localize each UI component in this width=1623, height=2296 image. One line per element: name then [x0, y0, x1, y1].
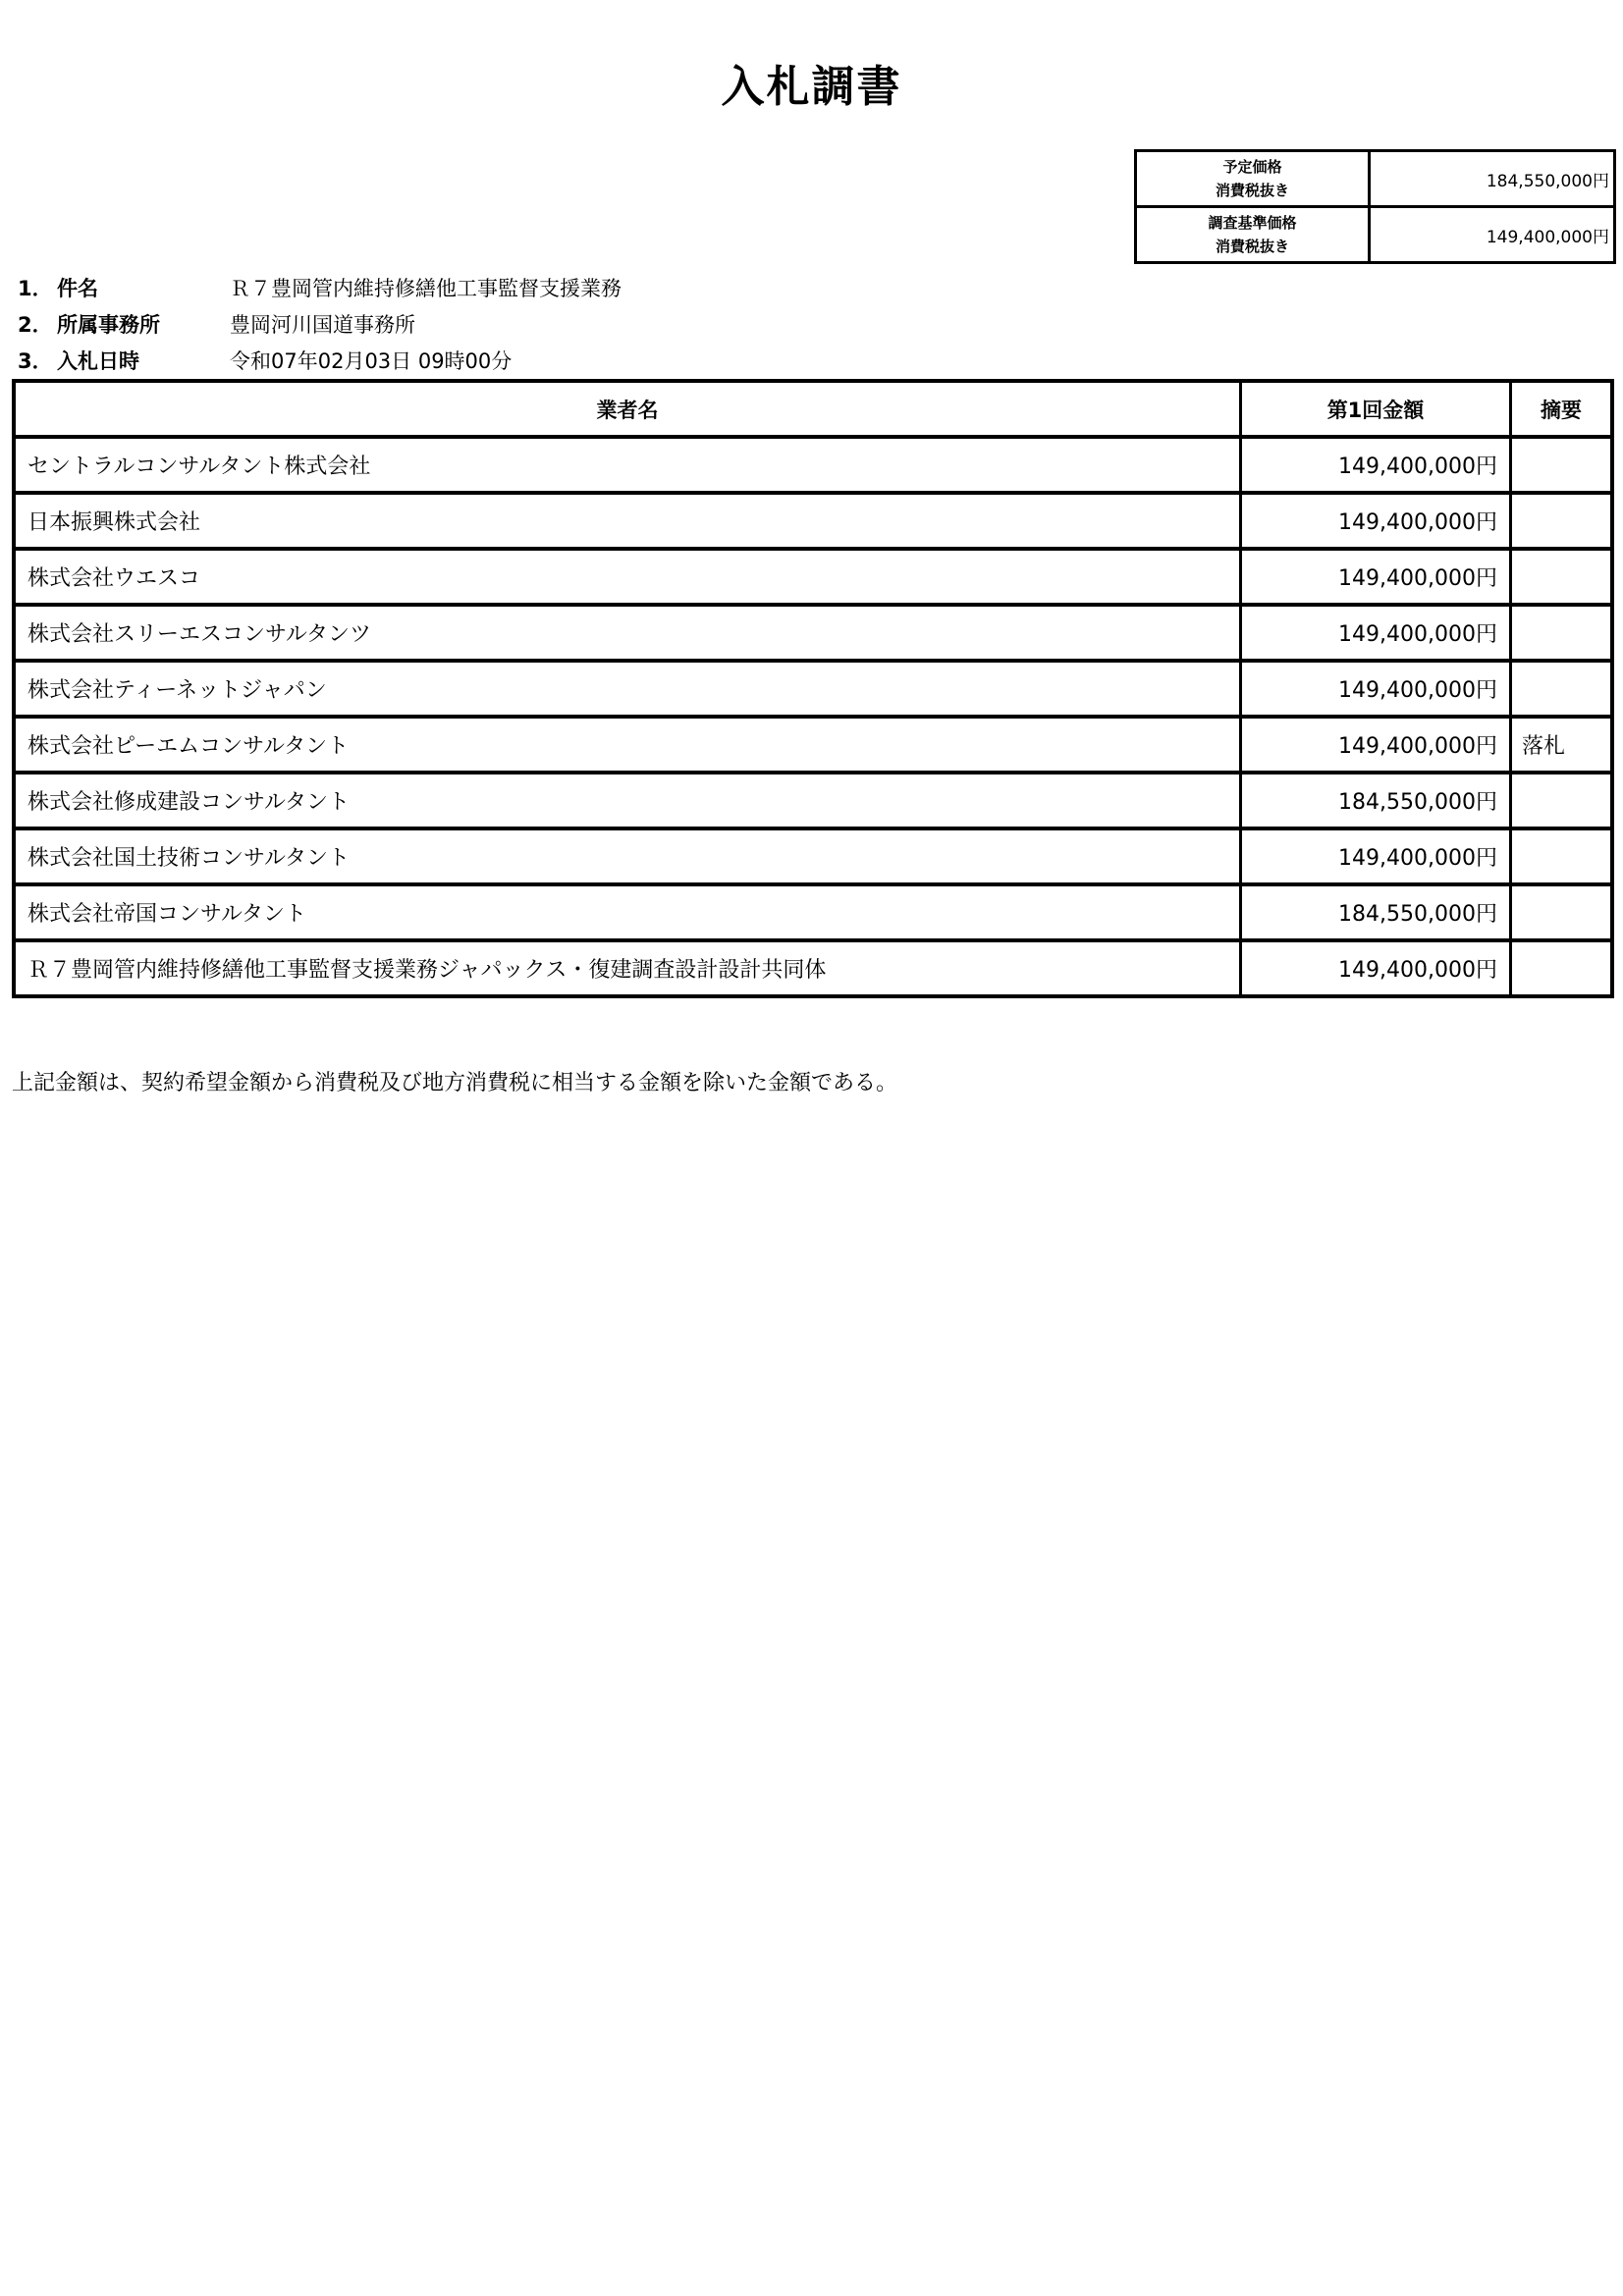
meta-value-office: 豊岡河川国道事務所 — [230, 312, 415, 337]
meta-row-subject — [18, 269, 622, 305]
table-row — [14, 493, 1612, 549]
meta-row-datetime — [18, 342, 622, 378]
meta-value-subject: Ｒ７豊岡管内維持修繕他工事監督支援業務 — [230, 276, 622, 300]
survey-base-price-label-line1: 調査基準価格 — [1208, 214, 1297, 232]
table-row — [14, 828, 1612, 884]
survey-base-price-value: 149,400,000円 — [1370, 207, 1615, 263]
table-row — [14, 437, 1612, 493]
bidder-name: 株式会社国土技術コンサルタント — [14, 828, 1241, 884]
bid-amount: 149,400,000円 — [1241, 437, 1511, 493]
winning-bid-remark: 落札 — [1511, 717, 1613, 773]
bid-remark — [1511, 437, 1613, 493]
meta-number: 2． — [18, 312, 53, 337]
bid-amount: 149,400,000円 — [1241, 549, 1511, 605]
bid-amount: 149,400,000円 — [1241, 717, 1511, 773]
footnote: 上記金額は、契約希望金額から消費税及び地方消費税に相当する金額を除いた金額である。 — [12, 1071, 898, 1095]
price-summary-table — [1134, 149, 1616, 264]
bid-amount: 149,400,000円 — [1241, 493, 1511, 549]
bidder-name: 株式会社ピーエムコンサルタント — [14, 717, 1241, 773]
meta-number: 3． — [18, 348, 53, 373]
table-header-row — [14, 381, 1612, 437]
bid-amount: 184,550,000円 — [1241, 884, 1511, 940]
meta-number: 1． — [18, 276, 53, 300]
bid-amount: 149,400,000円 — [1241, 605, 1511, 661]
survey-base-price-label-line2: 消費税抜き — [1215, 238, 1289, 255]
bidder-name: Ｒ７豊岡管内維持修繕他工事監督支援業務ジャパックス・復建調査設計設計共同体 — [14, 940, 1241, 996]
bid-remark — [1511, 773, 1613, 828]
meta-value-datetime: 令和07年02月03日 09時00分 — [230, 348, 513, 373]
planned-price-label-line1: 予定価格 — [1222, 158, 1282, 176]
bid-info-section — [18, 269, 622, 378]
document-title: 入札調書 — [721, 62, 902, 112]
bid-remark — [1511, 828, 1613, 884]
table-row — [14, 773, 1612, 828]
bid-remark — [1511, 884, 1613, 940]
bid-remark — [1511, 940, 1613, 996]
planned-price-label — [1136, 151, 1370, 207]
survey-base-price-label — [1136, 207, 1370, 263]
table-row — [14, 661, 1612, 717]
planned-price-label-line2: 消費税抜き — [1215, 182, 1289, 199]
planned-price-value: 184,550,000円 — [1370, 151, 1615, 207]
planned-price-row — [1136, 151, 1615, 207]
meta-key-datetime: 入札日時 — [57, 348, 139, 373]
header-bidder-name: 業者名 — [14, 381, 1241, 437]
header-first-round-amount: 第1回金額 — [1241, 381, 1511, 437]
table-row — [14, 717, 1612, 773]
bidder-name: セントラルコンサルタント株式会社 — [14, 437, 1241, 493]
bid-amount: 149,400,000円 — [1241, 828, 1511, 884]
header-remarks: 摘要 — [1511, 381, 1613, 437]
bidder-name: 株式会社修成建設コンサルタント — [14, 773, 1241, 828]
bid-amount: 149,400,000円 — [1241, 661, 1511, 717]
survey-base-price-row — [1136, 207, 1615, 263]
meta-row-office — [18, 305, 622, 342]
bid-remark — [1511, 493, 1613, 549]
table-row — [14, 605, 1612, 661]
meta-key-subject: 件名 — [57, 276, 98, 300]
table-row — [14, 940, 1612, 996]
bidder-name: 株式会社帝国コンサルタント — [14, 884, 1241, 940]
bid-remark — [1511, 549, 1613, 605]
bid-amount: 184,550,000円 — [1241, 773, 1511, 828]
bidder-name: 株式会社ウエスコ — [14, 549, 1241, 605]
bidder-name: 日本振興株式会社 — [14, 493, 1241, 549]
table-row — [14, 884, 1612, 940]
bid-results-table — [12, 379, 1614, 998]
bid-amount: 149,400,000円 — [1241, 940, 1511, 996]
bidder-name: 株式会社ティーネットジャパン — [14, 661, 1241, 717]
bid-remark — [1511, 605, 1613, 661]
meta-key-office: 所属事務所 — [57, 312, 160, 337]
bidder-name: 株式会社スリーエスコンサルタンツ — [14, 605, 1241, 661]
bid-remark — [1511, 661, 1613, 717]
table-row — [14, 549, 1612, 605]
